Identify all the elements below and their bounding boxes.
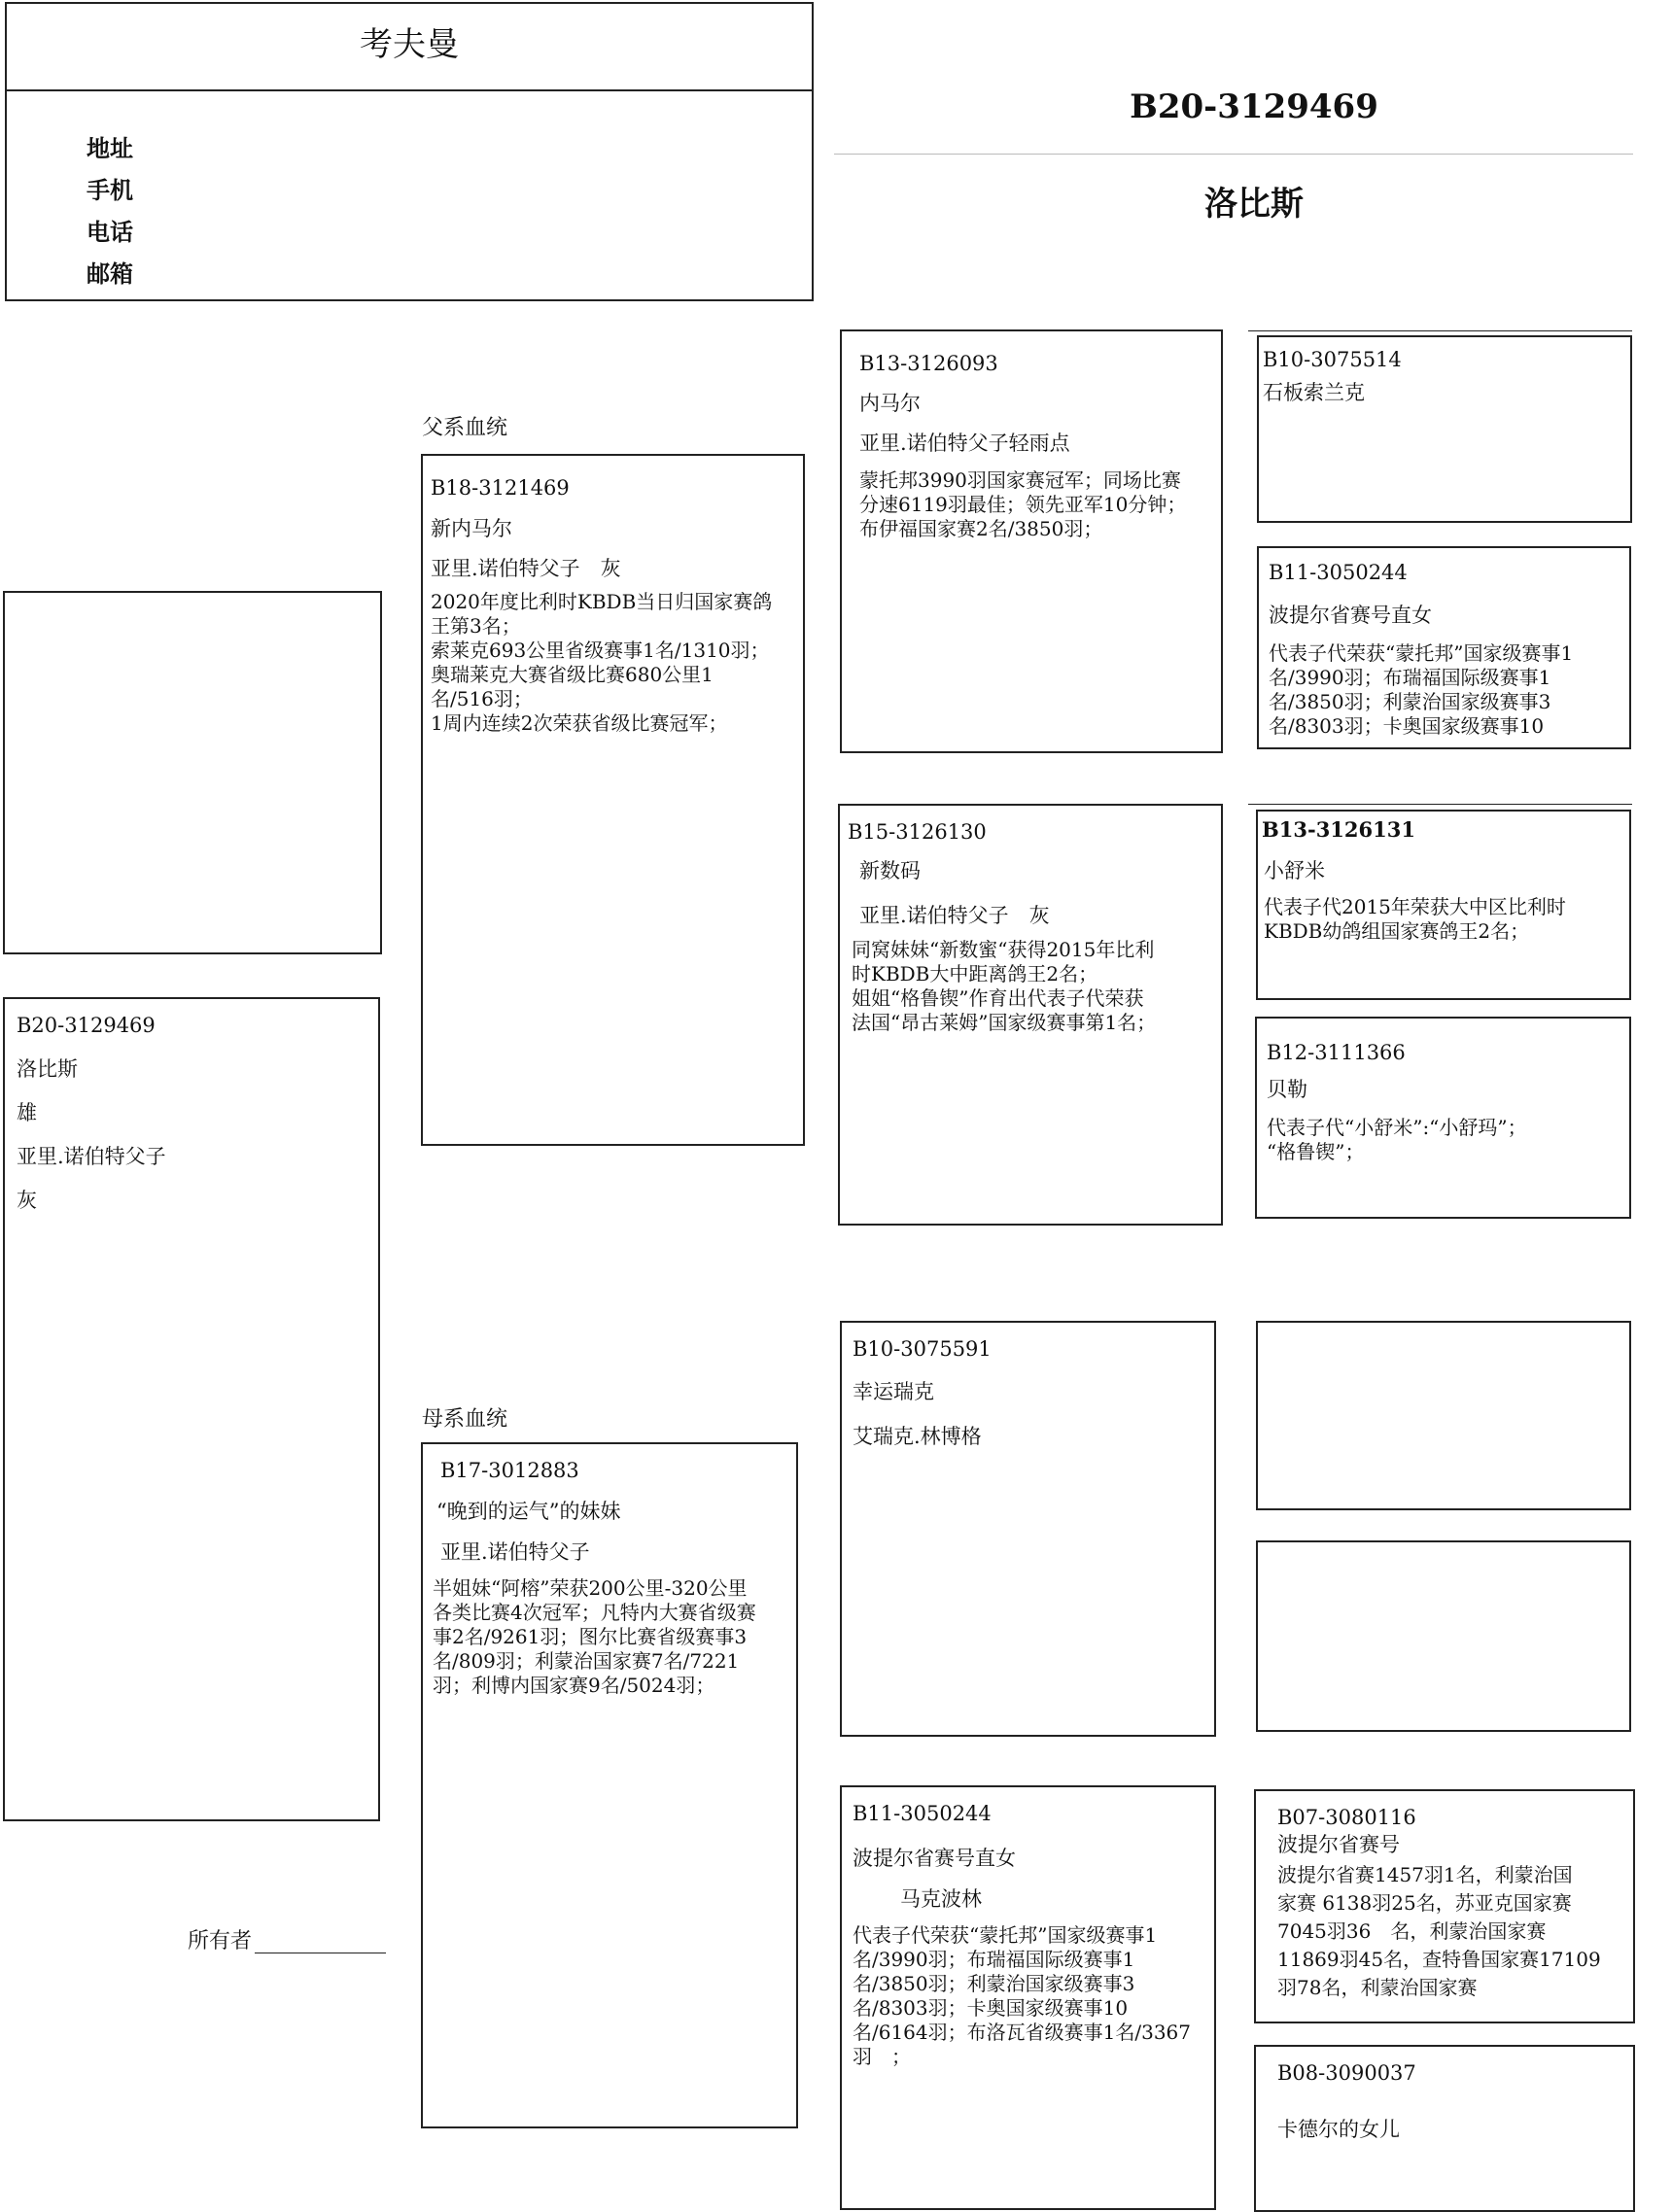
email-label: 邮箱 (87, 259, 133, 288)
dam-dam-breeder: 马克波林 (900, 1887, 982, 1911)
sire-card (421, 454, 805, 1146)
dam-sire-name: 幸运瑞克 (853, 1380, 934, 1403)
g3-sds-achievements: 代表子代2015年荣获大中区比利时 KBDB幼鸽组国家赛鸽王2名； (1264, 895, 1566, 943)
sire-sire-card (840, 329, 1223, 753)
subject-name: 洛比斯 (17, 1057, 78, 1081)
sire-dam-ring: B15-3126130 (848, 820, 987, 844)
g3-ddd-name: 卡德尔的女儿 (1277, 2118, 1400, 2141)
header-ring-number: B20-3129469 (1130, 87, 1378, 126)
dam-ring: B17-3012883 (440, 1459, 579, 1482)
g3-sss-name: 石板索兰克 (1263, 381, 1365, 404)
sire-name: 新内马尔 (431, 517, 512, 540)
sire-ring: B18-3121469 (431, 476, 570, 500)
g3-top-rule-1 (1248, 330, 1632, 331)
sire-dam-card (838, 804, 1223, 1226)
dam-dam-achievements: 代表子代荣获“蒙托邦”国家级赛事1 名/3990羽；布瑞福国际级赛事1 名/3850羽；利蒙治国家级赛事3 名/8303羽；卡奥国家级赛事10 名/6164羽；布洛瓦省级赛事1名/3367 羽 ； (853, 1923, 1191, 2068)
g3-dam-sire-dam-card (1256, 1540, 1631, 1732)
sire-achievements: 2020年度比利时KBDB当日归国家赛鸽 王第3名； 索莱克693公里省级赛事1名/1310羽； 奥瑞莱克大赛省级比赛680公里1 名/516羽； 1周内连续2次荣获省级比赛冠军； (431, 590, 773, 735)
owner-info-box (5, 2, 814, 301)
g3-ddd-ring: B08-3090037 (1277, 2061, 1416, 2085)
g3-sds-name: 小舒米 (1264, 859, 1325, 882)
dam-name: “晚到的运气”的妹妹 (436, 1500, 621, 1523)
dam-breeder: 亚里.诺伯特父子 (440, 1540, 590, 1564)
g3-dds-achievements: 波提尔省赛1457羽1名，利蒙治国 家赛 6138羽25名，苏亚克国家赛 7045羽36 名，利蒙治国家赛 11869羽45名，查特鲁国家赛17109 羽78名，利蒙治国家赛 (1277, 1863, 1601, 1999)
owner-divider (7, 89, 812, 91)
sire-dam-breeder-color: 亚里.诺伯特父子 灰 (859, 904, 1050, 927)
phone-label: 电话 (87, 218, 133, 246)
sire-dam-name: 新数码 (859, 859, 921, 882)
g3-dam-sire-sire-card (1256, 1321, 1631, 1510)
sire-breeder-color: 亚里.诺伯特父子 灰 (431, 557, 621, 580)
g3-sire-sire-dam-card (1257, 546, 1631, 749)
header-bird-name: 洛比斯 (1204, 185, 1304, 224)
sire-section-label: 父系血统 (422, 416, 508, 440)
subject-color: 灰 (17, 1189, 37, 1212)
g3-sire-dam-sire-card (1256, 810, 1631, 1000)
photo-frame (3, 591, 382, 954)
g3-dam-dam-sire-card (1254, 1789, 1635, 2023)
dam-dam-card (840, 1785, 1216, 2210)
g3-sire-sire-sire-card (1257, 335, 1632, 523)
subject-card (3, 997, 380, 1821)
dam-sire-ring: B10-3075591 (853, 1337, 992, 1361)
sire-sire-ring: B13-3126093 (859, 352, 998, 375)
sire-sire-name: 内马尔 (859, 392, 921, 415)
g3-ssd-ring: B11-3050244 (1269, 561, 1408, 584)
dam-dam-ring: B11-3050244 (853, 1802, 992, 1825)
sire-sire-breeder: 亚里.诺伯特父子轻雨点 (859, 432, 1070, 455)
address-label: 地址 (87, 134, 133, 162)
g3-dds-name: 波提尔省赛号 (1277, 1833, 1400, 1856)
g3-ssd-name: 波提尔省赛号直女 (1269, 604, 1432, 627)
g3-dds-ring: B07-3080116 (1277, 1806, 1416, 1829)
sire-dam-achievements: 同窝妹妹“新数蜜“获得2015年比利 时KBDB大中距离鸽王2名； 姐姐“格鲁锲”作育出代表子代荣获 法国“昂古莱姆”国家级赛事第1名； (852, 938, 1157, 1034)
g3-ssd-achievements: 代表子代荣获“蒙托邦”国家级赛事1 名/3990羽；布瑞福国际级赛事1 名/3850羽；利蒙治国家级赛事3 名/8303羽；卡奥国家级赛事10 (1269, 641, 1574, 738)
dam-sire-breeder: 艾瑞克.林博格 (853, 1425, 982, 1448)
dam-card (421, 1442, 798, 2128)
g3-sdd-achievements: 代表子代“小舒米”:“小舒玛”； “格鲁锲”； (1267, 1116, 1527, 1163)
owner-name: 考夫曼 (360, 25, 459, 64)
subject-ring: B20-3129469 (17, 1014, 156, 1037)
dam-dam-name: 波提尔省赛号直女 (853, 1847, 1016, 1870)
g3-sss-ring: B10-3075514 (1263, 348, 1402, 371)
g3-top-rule-2 (1248, 804, 1632, 805)
g3-sds-ring: B13-3126131 (1262, 817, 1415, 842)
subject-sex: 雄 (17, 1101, 37, 1124)
dam-achievements: 半姐妹“阿榕”荣获200公里-320公里 各类比赛4次冠军；凡特内大赛省级赛 事2名/9261羽；图尔比赛省级赛事3 名/809羽；利蒙治国家赛7名/7221 羽；利博内国家赛9名/5024羽； (433, 1576, 756, 1697)
g3-sdd-name: 贝勒 (1267, 1078, 1307, 1101)
subject-breeder: 亚里.诺伯特父子 (17, 1145, 166, 1168)
g3-dam-dam-dam-card (1254, 2045, 1635, 2212)
dam-sire-card (840, 1321, 1216, 1737)
mobile-label: 手机 (87, 176, 133, 204)
sire-sire-achievements: 蒙托邦3990羽国家赛冠军；同场比赛 分速6119羽最佳；领先亚军10分钟； 布伊福国家赛2名/3850羽； (859, 468, 1187, 540)
header-divider (834, 154, 1633, 155)
g3-sire-dam-dam-card (1255, 1017, 1631, 1219)
owner-signature-label: 所有者 (188, 1929, 253, 1953)
g3-sdd-ring: B12-3111366 (1267, 1041, 1406, 1064)
dam-section-label: 母系血统 (422, 1407, 508, 1432)
